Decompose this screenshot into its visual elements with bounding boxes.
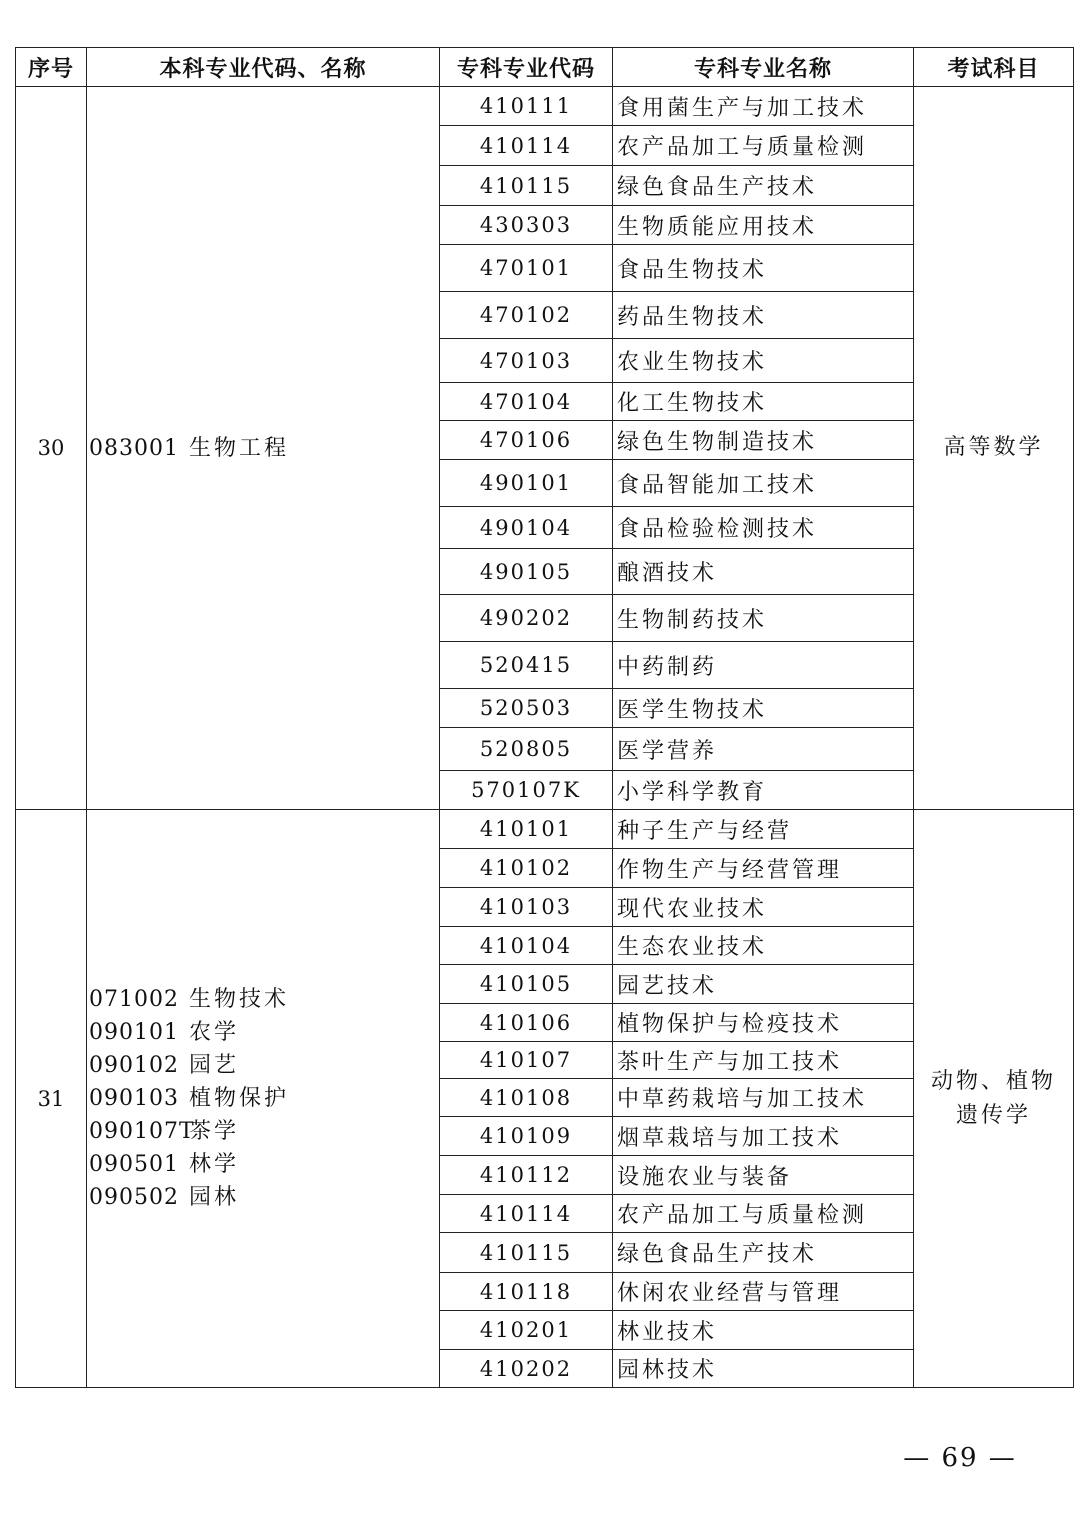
undergrad-major-code: 071002	[89, 987, 179, 1012]
undergrad-majors-cell	[87, 810, 440, 1388]
college-major-code: 520415	[440, 642, 613, 689]
header-college-name: 专科专业名称	[613, 48, 914, 87]
undergrad-major	[89, 1181, 439, 1214]
college-major-code: 410104	[440, 927, 613, 965]
college-major-name: 绿色食品生产技术	[613, 166, 914, 206]
header-row	[16, 48, 1074, 87]
undergrad-major-name: 农学	[189, 1020, 240, 1045]
undergrad-major-code: 090102	[89, 1053, 179, 1078]
college-major-code: 490105	[440, 549, 613, 595]
header-undergrad: 本科专业代码、名称	[87, 48, 440, 87]
college-major-code: 410201	[440, 1311, 613, 1350]
seq-cell: 31	[16, 810, 87, 1388]
college-major-code: 470104	[440, 383, 613, 421]
undergrad-major-name: 生物技术	[189, 987, 290, 1012]
major-table	[15, 47, 1074, 1388]
table-row	[16, 87, 1074, 126]
undergrad-major-name: 植物保护	[189, 1086, 290, 1111]
exam-subject-cell	[914, 810, 1074, 1388]
header-exam-subject: 考试科目	[914, 48, 1074, 87]
undergrad-major-code: 090103	[89, 1086, 179, 1111]
college-major-name: 医学营养	[613, 728, 914, 771]
college-major-code: 410115	[440, 1233, 613, 1273]
table-body	[16, 87, 1074, 1388]
page-number: — 69 —	[903, 1443, 1017, 1473]
college-major-name: 农产品加工与质量检测	[613, 1195, 914, 1233]
undergrad-majors-cell	[87, 87, 440, 810]
college-major-code: 410107	[440, 1042, 613, 1079]
college-major-name: 中药制药	[613, 642, 914, 689]
seq-cell: 30	[16, 87, 87, 810]
undergrad-major	[89, 1115, 439, 1148]
undergrad-major	[89, 1016, 439, 1049]
college-major-name: 烟草栽培与加工技术	[613, 1117, 914, 1156]
college-major-code: 430303	[440, 206, 613, 245]
undergrad-major	[89, 1148, 439, 1181]
header-seq: 序号	[16, 48, 87, 87]
college-major-code: 410114	[440, 1195, 613, 1233]
college-major-code: 470106	[440, 421, 613, 460]
college-major-name: 休闲农业经营与管理	[613, 1273, 914, 1311]
exam-subject-line: 动物、植物	[930, 1068, 1056, 1094]
college-major-code: 470102	[440, 292, 613, 339]
college-major-code: 410101	[440, 810, 613, 849]
college-major-name: 酿酒技术	[613, 549, 914, 595]
college-major-name: 绿色食品生产技术	[613, 1233, 914, 1273]
header-college-code: 专科专业代码	[440, 48, 613, 87]
college-major-name: 小学科学教育	[613, 771, 914, 810]
undergrad-major	[89, 1082, 439, 1115]
college-major-name: 园林技术	[613, 1350, 914, 1388]
college-major-name: 食用菌生产与加工技术	[613, 87, 914, 126]
college-major-code: 410118	[440, 1273, 613, 1311]
college-major-code: 410103	[440, 888, 613, 927]
college-major-name: 农业生物技术	[613, 339, 914, 383]
college-major-name: 茶叶生产与加工技术	[613, 1042, 914, 1079]
undergrad-major-name: 生物工程	[189, 435, 290, 461]
college-major-code: 410111	[440, 87, 613, 126]
college-major-code: 410112	[440, 1156, 613, 1195]
college-major-code: 410115	[440, 166, 613, 206]
college-major-code: 520503	[440, 689, 613, 728]
exam-subject-line: 高等数学	[943, 435, 1044, 460]
college-major-name: 作物生产与经营管理	[613, 849, 914, 888]
undergrad-major-code: 090501	[89, 1152, 179, 1177]
undergrad-major-name: 园艺	[189, 1053, 240, 1078]
college-major-name: 林业技术	[613, 1311, 914, 1350]
college-major-name: 药品生物技术	[613, 292, 914, 339]
college-major-name: 食品检验检测技术	[613, 507, 914, 549]
undergrad-major-code: 083001	[89, 435, 179, 461]
exam-subject-cell	[914, 87, 1074, 810]
college-major-code: 520805	[440, 728, 613, 771]
college-major-name: 生态农业技术	[613, 927, 914, 965]
college-major-code: 410105	[440, 965, 613, 1004]
college-major-code: 490104	[440, 507, 613, 549]
college-major-name: 医学生物技术	[613, 689, 914, 728]
college-major-name: 食品生物技术	[613, 245, 914, 292]
college-major-name: 农产品加工与质量检测	[613, 126, 914, 166]
undergrad-major-code: 090101	[89, 1020, 179, 1045]
college-major-code: 410102	[440, 849, 613, 888]
college-major-code: 470101	[440, 245, 613, 292]
college-major-name: 化工生物技术	[613, 383, 914, 421]
undergrad-major	[89, 983, 439, 1016]
undergrad-major-code: 090107T	[89, 1119, 195, 1144]
undergrad-major-code: 090502	[89, 1185, 179, 1210]
college-major-code: 410202	[440, 1350, 613, 1388]
college-major-name: 生物制药技术	[613, 595, 914, 642]
college-major-code: 570107K	[440, 771, 613, 810]
college-major-code: 490202	[440, 595, 613, 642]
table-row	[16, 810, 1074, 849]
college-major-name: 植物保护与检疫技术	[613, 1004, 914, 1042]
college-major-name: 食品智能加工技术	[613, 460, 914, 507]
college-major-name: 生物质能应用技术	[613, 206, 914, 245]
undergrad-major-name: 林学	[189, 1152, 240, 1177]
college-major-name: 设施农业与装备	[613, 1156, 914, 1195]
college-major-name: 现代农业技术	[613, 888, 914, 927]
college-major-code: 410106	[440, 1004, 613, 1042]
college-major-name: 种子生产与经营	[613, 810, 914, 849]
college-major-code: 410108	[440, 1079, 613, 1117]
college-major-code: 410109	[440, 1117, 613, 1156]
college-major-name: 园艺技术	[613, 965, 914, 1004]
college-major-name: 中草药栽培与加工技术	[613, 1079, 914, 1117]
college-major-code: 410114	[440, 126, 613, 166]
exam-subject-line: 遗传学	[955, 1102, 1031, 1128]
undergrad-major	[89, 1049, 439, 1082]
undergrad-major-name: 茶学	[189, 1119, 240, 1144]
undergrad-major-name: 园林	[189, 1185, 240, 1210]
college-major-name: 绿色生物制造技术	[613, 421, 914, 460]
undergrad-major	[89, 432, 439, 465]
college-major-code: 490101	[440, 460, 613, 507]
college-major-code: 470103	[440, 339, 613, 383]
